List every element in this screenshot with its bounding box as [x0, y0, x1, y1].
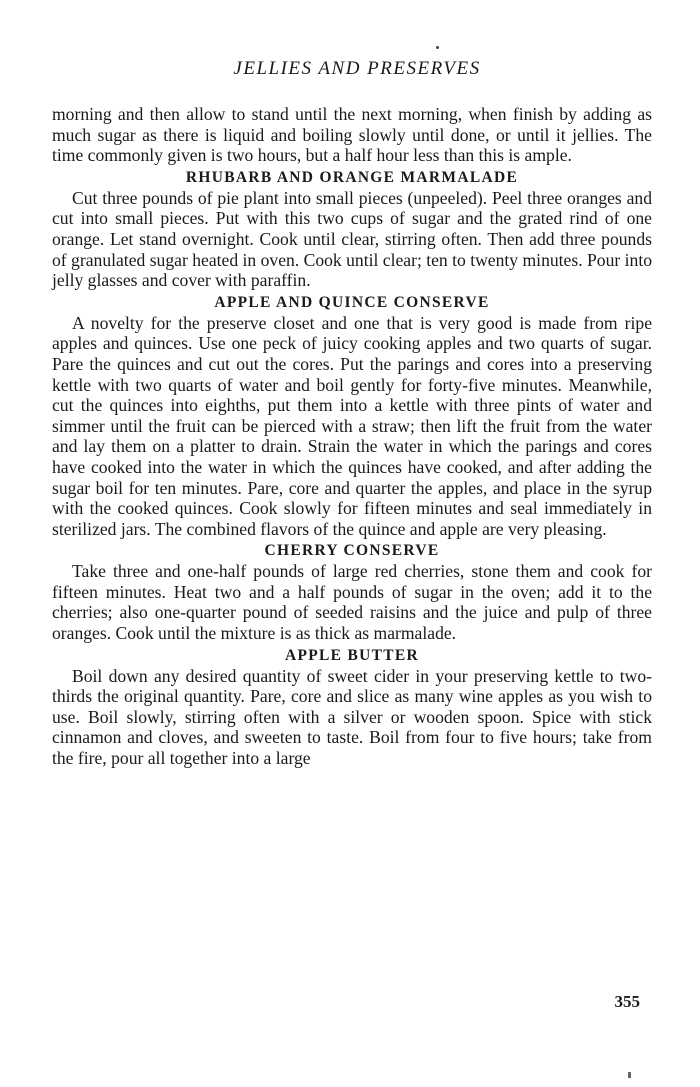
recipe-title-apple-quince-conserve: APPLE AND QUINCE CONSERVE	[214, 293, 490, 311]
print-speck	[436, 46, 439, 49]
recipe-text-rhubarb-orange-marmalade: Cut three pounds of pie plant into small pieces (unpeeled). Peel three oranges and cut into small pieces. Put with this two cups of sugar and the grated rind of one orange. Let stand overnight. Cook until clear, stirring often. Then add three pounds of granulated sugar heated in oven. Cook until clear; ten to twenty minutes. Pour into jelly glasses and cover with paraffin.	[52, 187, 653, 291]
recipe-title-rhubarb-orange-marmalade: RHUBARB AND ORANGE MARMALADE	[185, 168, 519, 186]
continued-paragraph: morning and then allow to stand until the next morning, when finish by adding as much sugar as there is liquid and boiling slowly until done, or until it jellies. The time commonly given is two hours, but a half hour less than this is ample.	[52, 104, 652, 166]
recipe-text-apple-quince-conserve: A novelty for the preserve closet and one that is very good is made from ripe apples and quinces. Use one peck of juicy cooking apples and two quarts of sugar. Pare the quinces and cut out the cores. Put the parings and cores into a preserving kettle with two quarts of water and boil gently for forty-five minutes. Meanwhile, cut the quinces into eighths, put them into a kettle with three pints of water and simmer until the fruit can be pierced with a straw; then lift the fruit from the water and lay them on a platter to drain. Strain the water in which the parings and cores have cooked into the water in which the quinces have cooked, and after adding the sugar boil for ten minutes. Pare, core and quarter the apples, and place in the syrup with the cooked quinces. Cook slowly for fifteen minutes and seal immediately in sterilized jars. The combined flavors of the quince and apple are very pleasing.	[52, 312, 652, 539]
book-page	[52, 58, 652, 769]
print-speck	[628, 1072, 631, 1078]
page-number: 355	[614, 992, 640, 1011]
recipe-title-cherry-conserve: CHERRY CONSERVE	[264, 542, 440, 560]
running-head: JELLIES AND PRESERVES	[233, 58, 481, 79]
recipe-text-cherry-conserve: Take three and one-half pounds of large red cherries, stone them and cook for fifteen minutes. Heat two and a half pounds of sugar in the oven; add it to the cherries; also one-quarter pound of seeded raisins and the juice and pulp of three oranges. Cook until the mixture is as thick as marmalade.	[52, 561, 652, 644]
recipe-text-apple-butter: Boil down any desired quantity of sweet cider in your preserving kettle to two-thirds the original quantity. Pare, core and slice as many wine apples as you wish to use. Boil slowly, stirring often with a silver or wooden spoon. Spice with stick cinnamon and cloves, and sweeten to taste. Boil from four to five hours; take from the fire, pour all together into a large	[52, 665, 652, 769]
recipe-title-apple-butter: APPLE BUTTER	[284, 646, 420, 664]
